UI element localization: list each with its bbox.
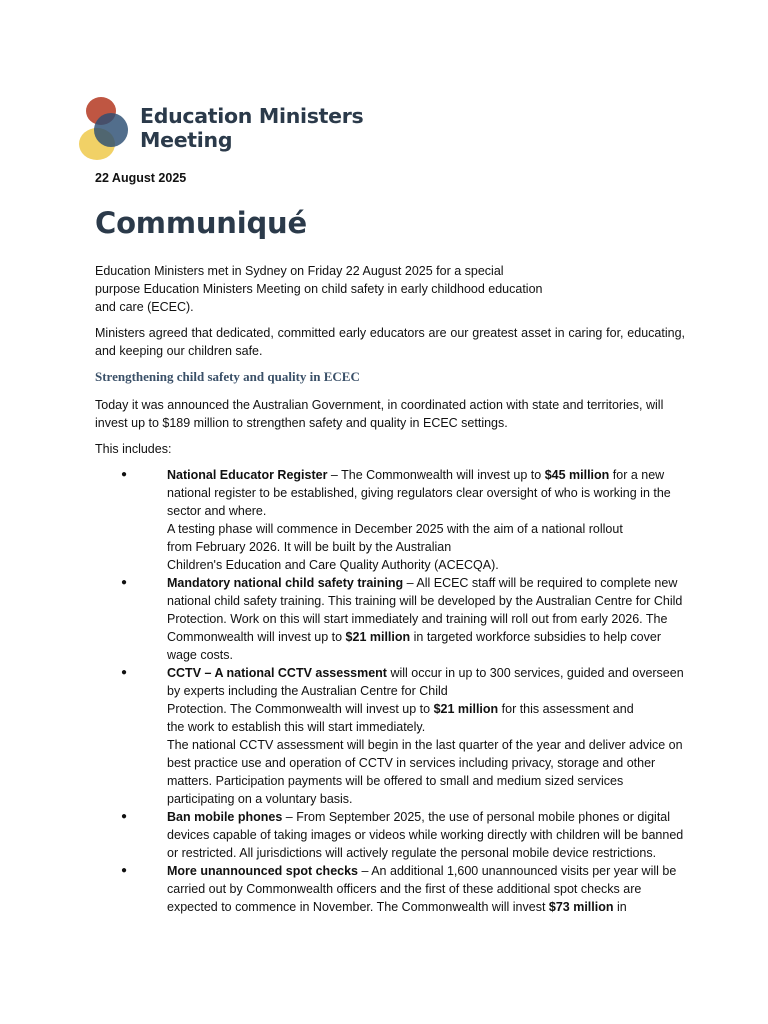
section-paragraph: Today it was announced the Australian Government, in coordinated action with state and territories, will invest up to $189 million to strengthen safety and quality in ECEC settings.	[95, 398, 664, 430]
list-item: ● Ban mobile phones – From September 2025, the use of personal mobile phones or digital devices capable of taking images or videos while working directly with children will be banned or restricted. All jurisdictions will actively regulate the personal mobile device restrictions.	[121, 810, 684, 860]
logo-mark-icon	[78, 94, 134, 164]
communique-date: 22 August 2025	[95, 171, 187, 185]
list-item: ● National Educator Register – The Commonwealth will invest up to $45 million for a new national register to be established, giving regulators clear oversight of who is working in the sector and where. A testing phase will commence in December 2025 with the aim of a national rollout from February 2026. It will be built by the Australian Children's Education and Care Quality Authority (ACECQA).	[121, 468, 671, 572]
measures-list	[95, 466, 685, 916]
bullet-icon: ●	[121, 811, 128, 822]
intro-paragraph-1: Education Ministers met in Sydney on Friday 22 August 2025 for a special purpose Education Ministers Meeting on child safety in early childhood education and care (ECEC).	[95, 264, 543, 314]
list-item: ● Mandatory national child safety training – All ECEC staff will be required to complete new national child safety training. This training will be developed by the Australian Centre for Child Protection. Work on this will start immediately and training will roll out from early 2026. The Commonwealth will invest up to $21 million in targeted workforce subsidies to help cover wage costs.	[121, 576, 683, 662]
bullet-icon: ●	[121, 667, 128, 678]
logo-line-2: Meeting	[140, 128, 233, 152]
list-item: ● More unannounced spot checks – An additional 1,600 unannounced visits per year will be carried out by Commonwealth officers and the first of these additional spot checks are expected to commence in November. The Commonwealth will invest $73 million in	[121, 864, 677, 914]
document-body	[95, 262, 685, 916]
logo-line-1: Education Ministers	[140, 104, 364, 128]
logo-wordmark	[140, 104, 363, 152]
emm-logo	[78, 94, 368, 166]
bullet-icon: ●	[121, 865, 128, 876]
bullet-icon: ●	[121, 577, 128, 588]
intro-paragraph-2: Ministers agreed that dedicated, committed early educators are our greatest asset in caring for, educating, and keeping our children safe.	[95, 326, 685, 358]
page-title: Communiqué	[95, 206, 307, 240]
bullet-icon: ●	[121, 469, 128, 480]
includes-label: This includes:	[95, 442, 172, 456]
section-heading: Strengthening child safety and quality in ECEC	[95, 369, 360, 384]
list-item: ● CCTV – A national CCTV assessment will occur in up to 300 services, guided and overseen by experts including the Australian Centre for Child Protection. The Commonwealth will invest up to $21 million for this assessment and the work to establish this will start immediately. The national CCTV assessment will begin in the last quarter of the year and deliver advice on best practice use and operation of CCTV in services including privacy, storage and other matters. Participation payments will be offered to small and medium sized services participating on a voluntary basis.	[121, 666, 684, 806]
